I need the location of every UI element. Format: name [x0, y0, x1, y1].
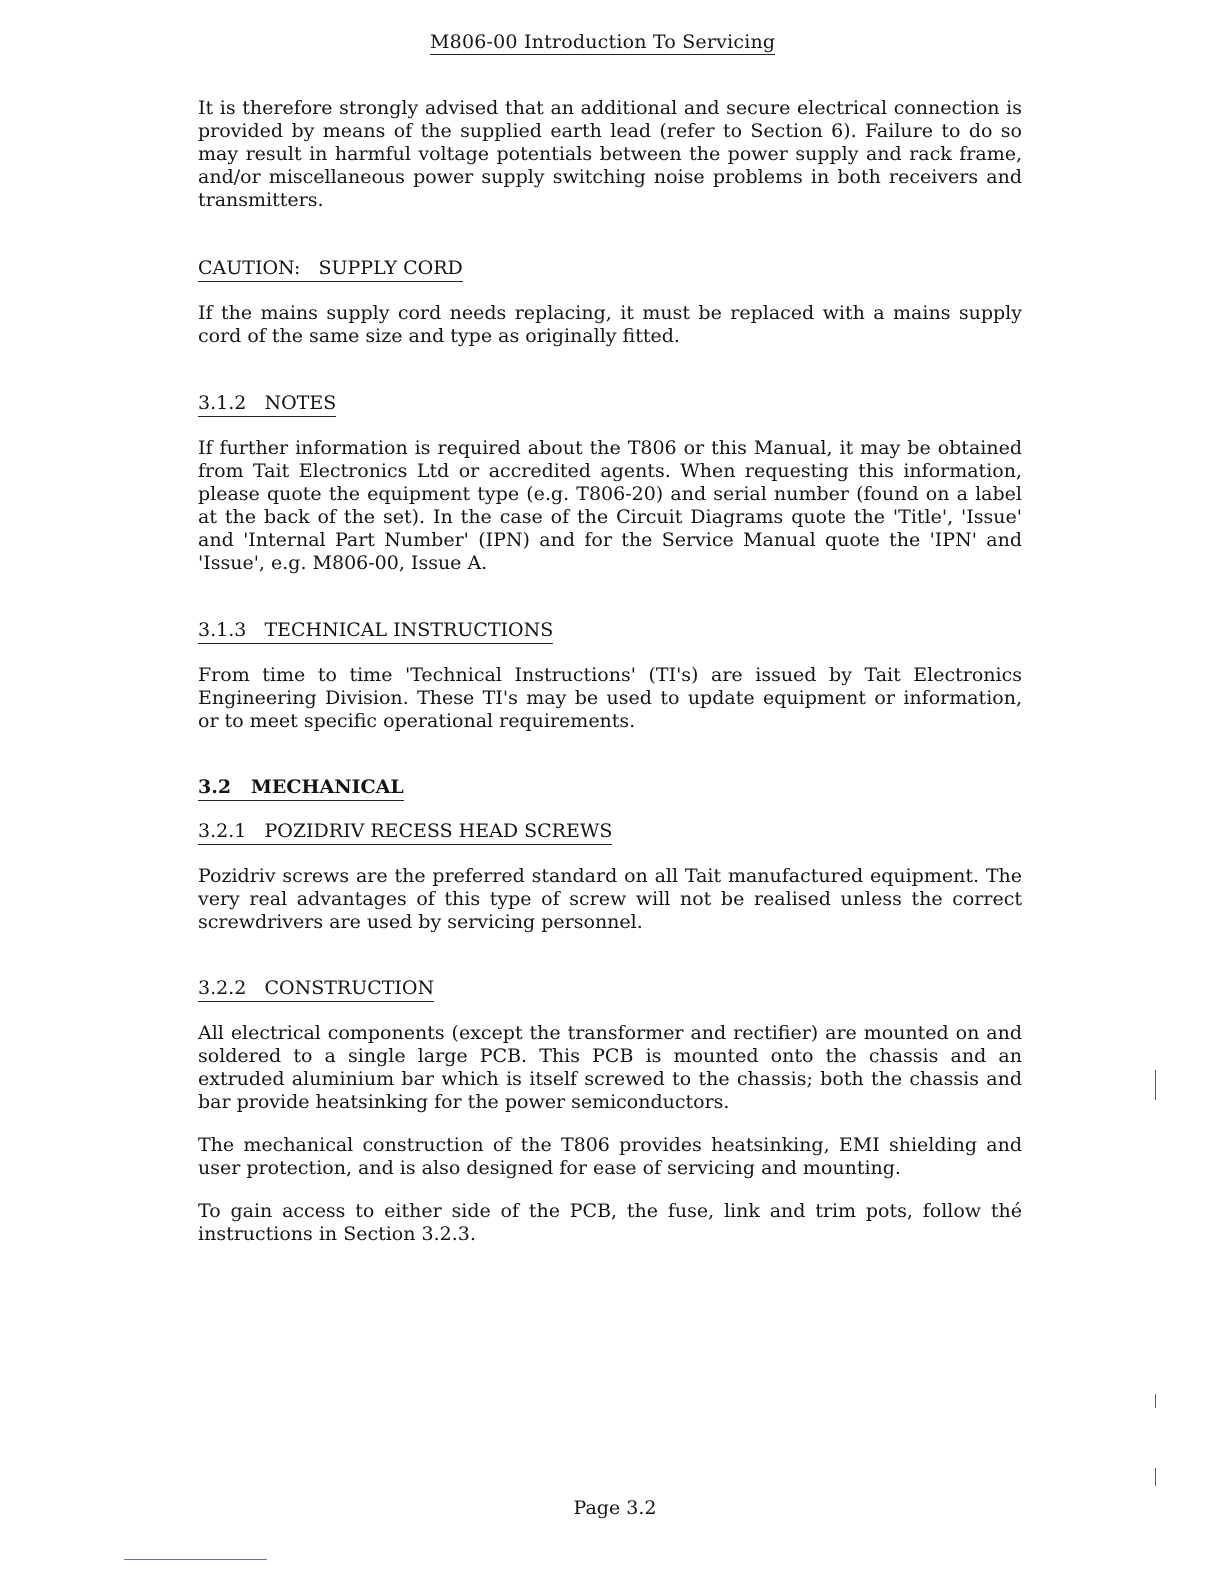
pozidriv-paragraph: Pozidriv screws are the preferred standard on all Tait manufactured equipment. The very real advantages of this type of screw will not be realised unless the correct screwdrivers are used by servicing personnel.	[198, 865, 1022, 933]
notes-heading: 3.1.2 NOTES	[198, 392, 336, 417]
scan-mark	[1155, 1070, 1156, 1100]
technical-instructions-heading: 3.1.3 TECHNICAL INSTRUCTIONS	[198, 619, 553, 644]
construction-paragraph-3: To gain access to either side of the PCB, the fuse, link and trim pots, follow thé instructions in Section 3.2.3.	[198, 1200, 1022, 1245]
scan-mark	[1155, 1468, 1156, 1486]
caution-heading: CAUTION: SUPPLY CORD	[198, 257, 463, 282]
construction-heading: 3.2.2 CONSTRUCTION	[198, 977, 434, 1002]
construction-paragraph-2: The mechanical construction of the T806 provides heatsinking, EMI shielding and user protection, and is also designed for ease of servicing and mounting.	[198, 1134, 1022, 1179]
page-number	[0, 1497, 1224, 1519]
technical-instructions-paragraph: From time to time 'Technical Instructions' (TI's) are issued by Tait Electronics Engineering Division. These TI's may be used to update equipment or information, or to meet specific operational requirements.	[198, 664, 1022, 732]
notes-paragraph: If further information is required about the T806 or this Manual, it may be obtained from Tait Electronics Ltd or accredited agents. When requesting this information, please quote the equipment type (e.g. T806-20) and serial number (found on a label at the back of the set). In the case of the Circuit Diagrams quote the 'Title', 'Issue' and 'Internal Part Number' (IPN) and for the Service Manual quote the 'IPN' and 'Issue', e.g. M806-00, Issue A.	[198, 437, 1022, 574]
scan-mark	[1155, 1394, 1156, 1408]
caution-paragraph: If the mains supply cord needs replacing, it must be replaced with a mains supply cord of the same size and type as originally fitted.	[198, 302, 1022, 347]
pozidriv-heading: 3.2.1 POZIDRIV RECESS HEAD SCREWS	[198, 820, 612, 845]
intro-paragraph: It is therefore strongly advised that an additional and secure electrical connection is provided by means of the supplied earth lead (refer to Section 6). Failure to do so may result in harmful voltage potentials between the power supply and rack frame, and/or miscellaneous power supply switching noise problems in both receivers and transmitters.	[198, 97, 1022, 211]
page-number-label: Page 3.2	[573, 1497, 657, 1519]
document-body	[198, 97, 1022, 1246]
running-header: M806-00 Introduction To Servicing	[430, 31, 776, 53]
bottom-edge-rule	[124, 1559, 267, 1560]
mechanical-section-heading: 3.2 MECHANICAL	[198, 776, 404, 801]
construction-paragraph-1: All electrical components (except the transformer and rectifier) are mounted on and soldered to a single large PCB. This PCB is mounted onto the chassis and an extruded aluminium bar which is itself screwed to the chassis; both the chassis and bar provide heatsinking for the power semiconductors.	[198, 1022, 1022, 1113]
